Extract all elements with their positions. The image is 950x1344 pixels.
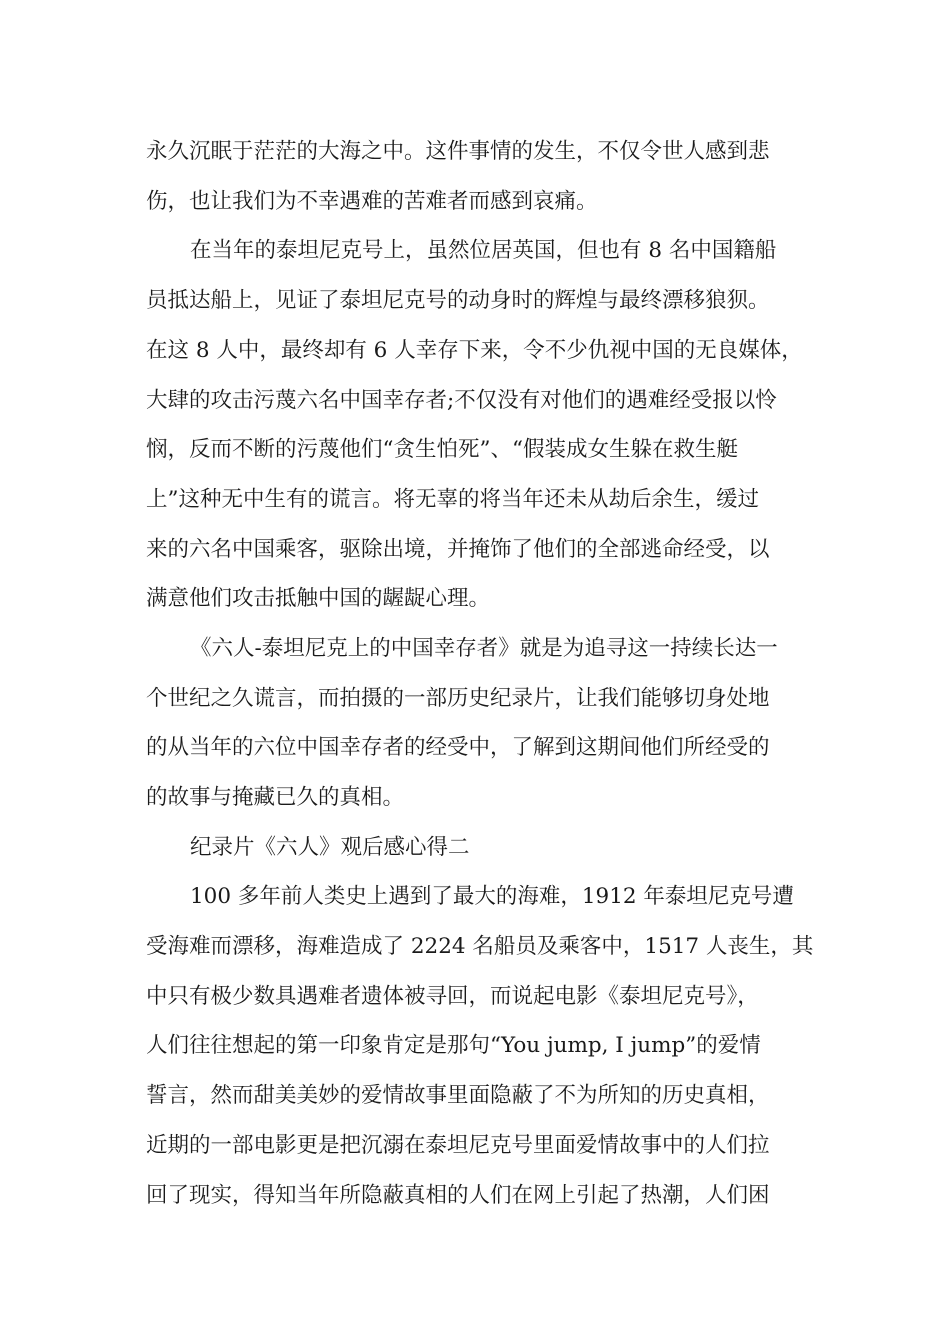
text-line: 悯，反而不断的污蔑他们“贪生怕死”、“假装成女生躲在救生艇 — [146, 437, 738, 462]
text-line: 来的六名中国乘客，驱除出境，并掩饰了他们的全部逃命经受，以 — [146, 537, 770, 562]
text-line: 满意他们攻击抵触中国的龌龊心理。 — [146, 586, 491, 611]
text-line: 誓言，然而甜美美妙的爱情故事里面隐蔽了不为所知的历史真相， — [146, 1083, 770, 1108]
text-line: 大肆的攻击污蔑六名中国幸存者;不仅没有对他们的遇难经受报以怜 — [146, 388, 777, 413]
text-line: 个世纪之久谎言，而拍摄的一部历史纪录片，让我们能够切身处地 — [146, 686, 770, 711]
paragraph-first-line: 在当年的泰坦尼克号上，虽然位居英国，但也有 8 名中国籍船 — [190, 238, 777, 263]
text-line: 的故事与掩藏已久的真相。 — [146, 785, 405, 810]
text-line: 上”这种无中生有的谎言。将无辜的将当年还未从劫后余生，缓过 — [146, 487, 759, 512]
text-line: 人们往往想起的第一印象肯定是那句“You jump, I jump”的爱情 — [146, 1033, 761, 1058]
text-line: 回了现实，得知当年所隐蔽真相的人们在网上引起了热潮，人们困 — [146, 1183, 770, 1208]
text-line: 员抵达船上，见证了泰坦尼克号的动身时的辉煌与最终漂移狼狈。 — [146, 288, 770, 313]
section-heading: 纪录片《六人》观后感心得二 — [190, 835, 470, 860]
text-line: 在这 8 人中，最终却有 6 人幸存下来，令不少仇视中国的无良媒体， — [146, 338, 803, 363]
text-line: 受海难而漂移，海难造成了 2224 名船员及乘客中，1517 人丧生，其 — [146, 934, 814, 959]
text-line: 永久沉眠于茫茫的大海之中。这件事情的发生，不仅令世人感到悲 — [146, 139, 770, 164]
text-line: 的从当年的六位中国幸存者的经受中，了解到这期间他们所经受的 — [146, 735, 770, 760]
paragraph-first-line: 《六人-泰坦尼克上的中国幸存者》就是为追寻这一持续长达一 — [190, 636, 778, 661]
text-line: 近期的一部电影更是把沉溺在泰坦尼克号里面爱情故事中的人们拉 — [146, 1133, 770, 1158]
text-line: 伤，也让我们为不幸遇难的苦难者而感到哀痛。 — [146, 189, 598, 214]
text-line: 中只有极少数具遇难者遗体被寻回，而说起电影《泰坦尼克号》， — [146, 984, 759, 1009]
paragraph-first-line: 100 多年前人类史上遇到了最大的海难，1912 年泰坦尼克号遭 — [190, 884, 794, 909]
